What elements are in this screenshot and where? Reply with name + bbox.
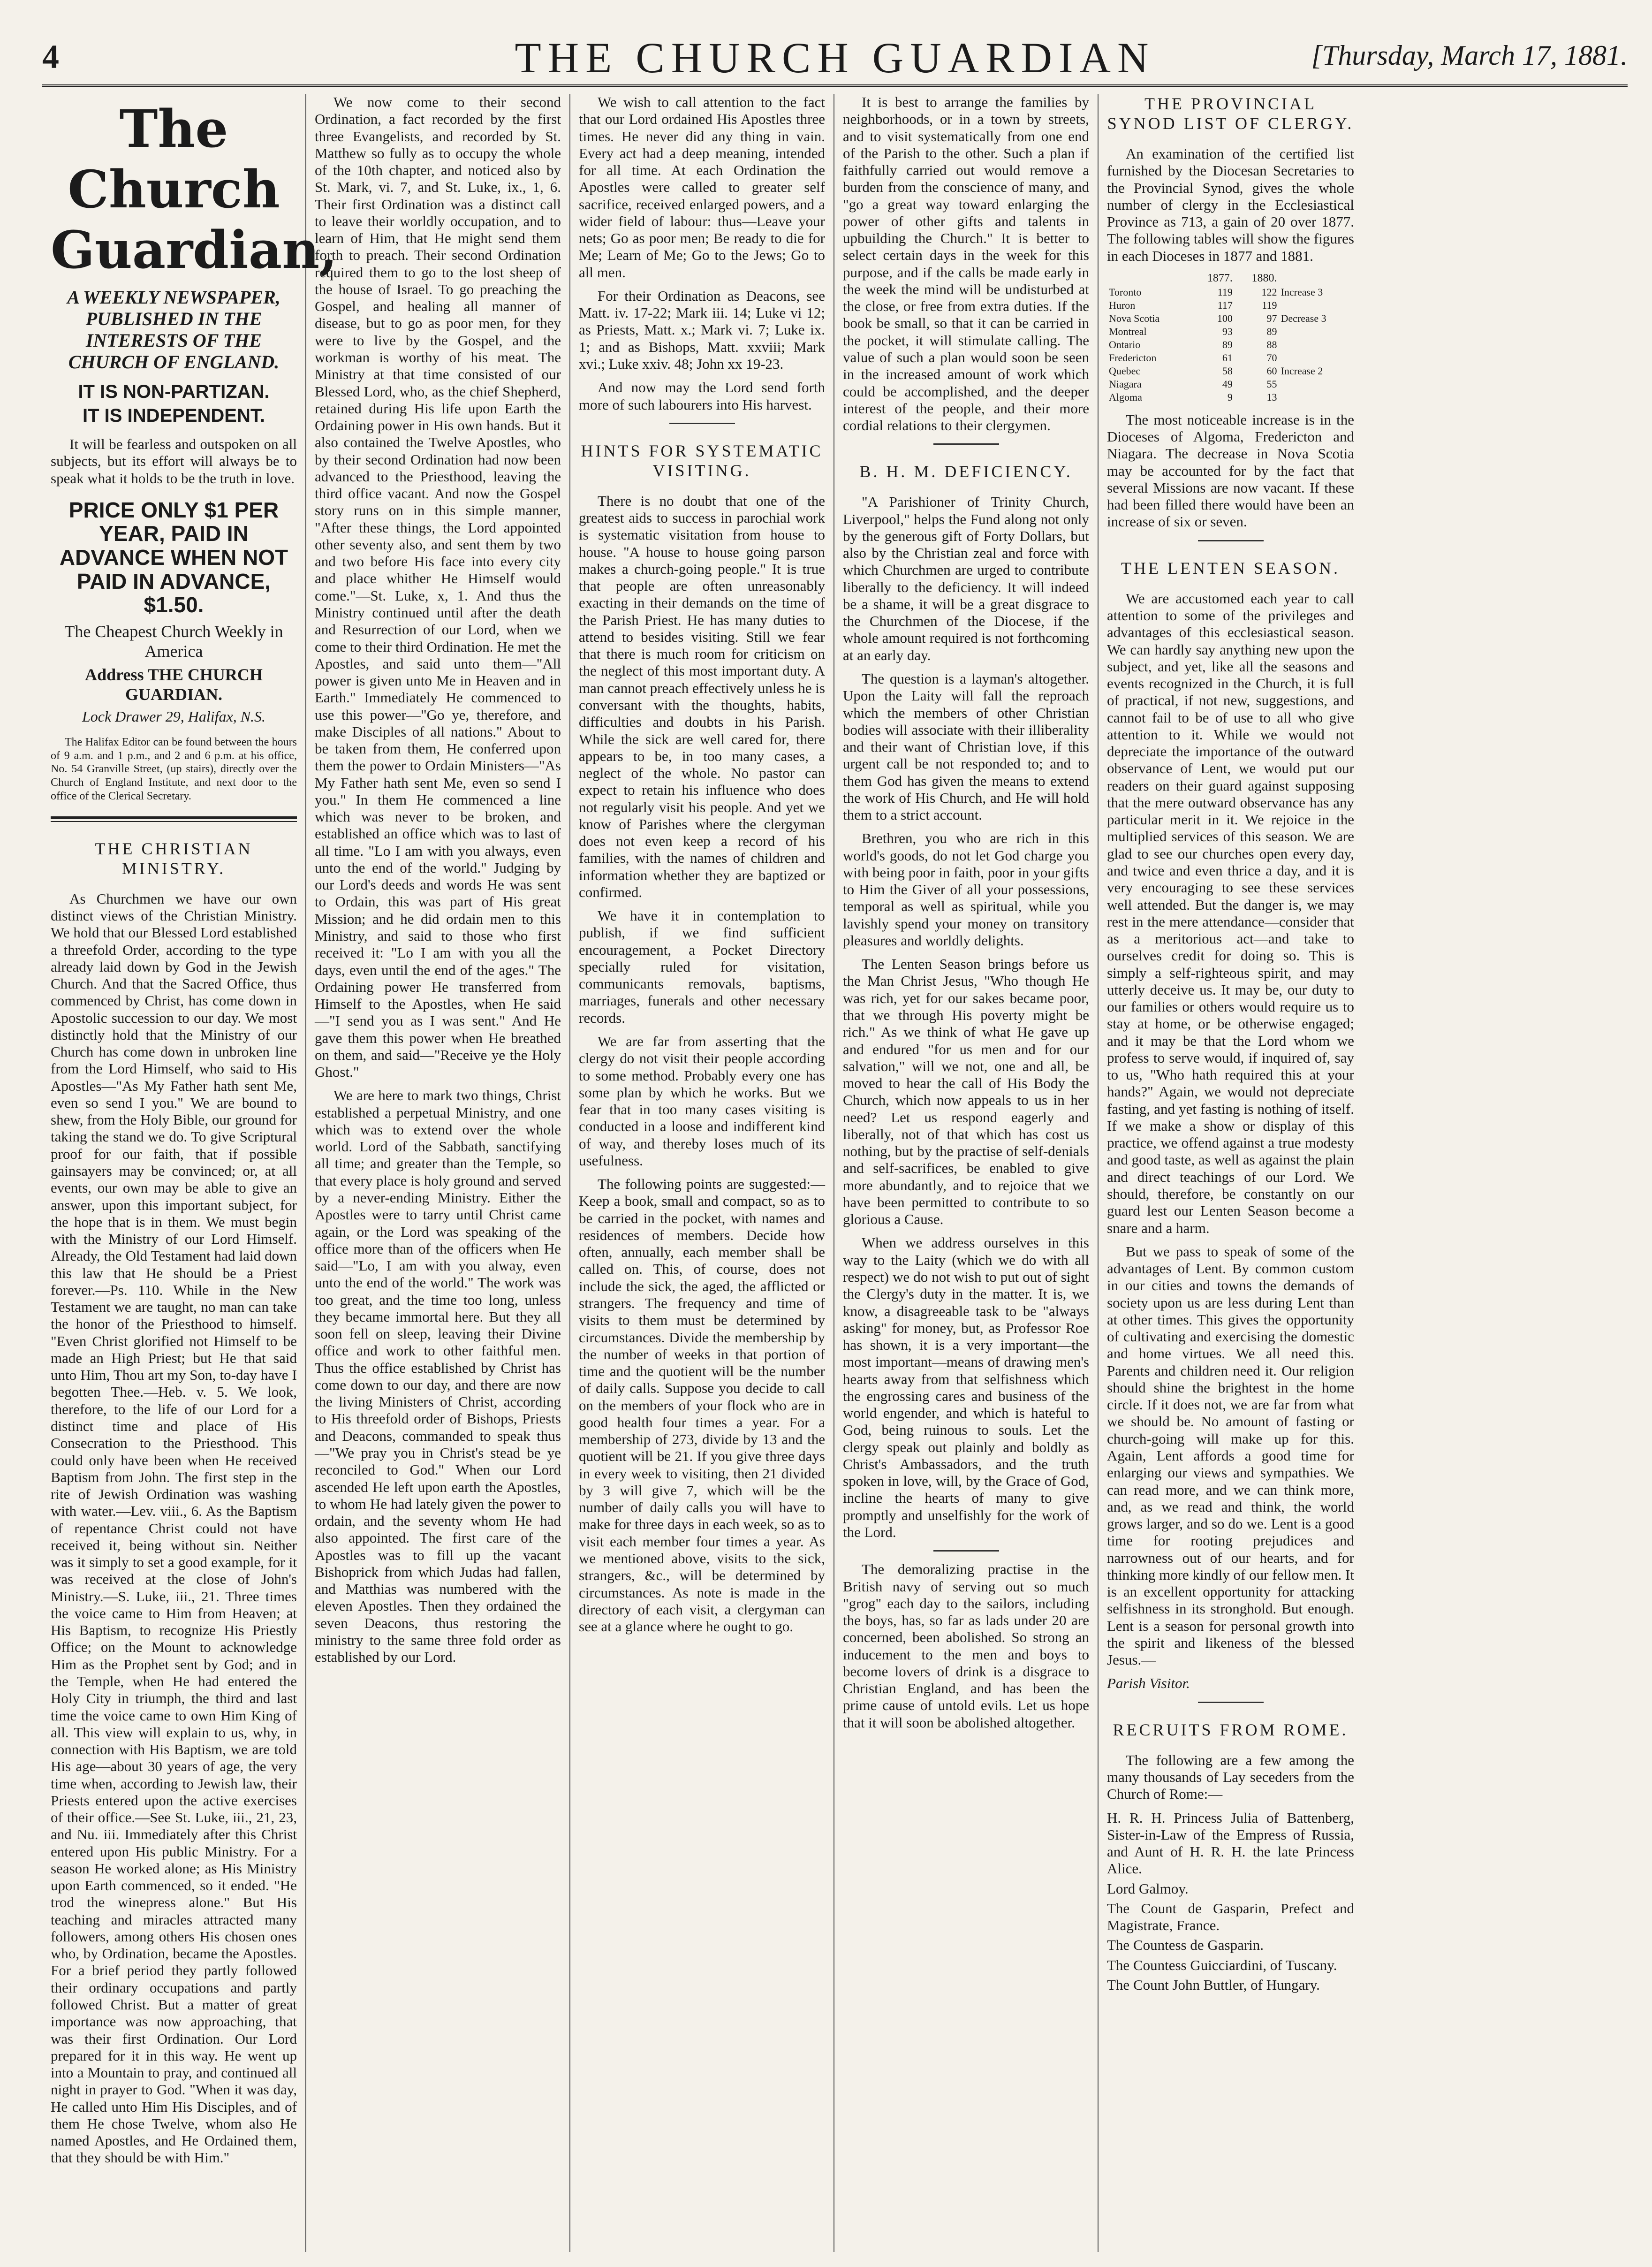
change-cell [1279, 325, 1354, 338]
separator [669, 423, 735, 424]
masthead-subtitle: A WEEKLY NEWSPAPER, PUBLISHED IN THE INTERESTS OF THE CHURCH OF ENGLAND. [67, 287, 280, 373]
year-a-cell: 100 [1217, 312, 1233, 324]
page-number: 4 [42, 38, 59, 76]
visiting-paragraph: There is no doubt that one of the greatest aids to success in parochial work is systematic visitation from house to house. "A house to house going parson makes a church-going people." It is true that people are often unreasonably exacting in their demands on the time of the Parish Priest. He has many duties to attend to besides visiting. Still we fear that there is much room for criticism on the neglect of this most important duty. A man cannot preach effectively unless he is conversant with the thoughts, habits, difficulties and doubts in his Parish. While the sick are well cared for, there appears to be, in too many cases, a neglect of the whole. No pastor can expect to retain his influence who does not regularly visit his people. And yet we know of Parishes where the clergyman does not even keep a record of his families, with the names of children and information whether they are baptized or confirmed. [579, 492, 825, 900]
year-a-cell: 119 [1217, 286, 1233, 298]
synod-intro: An examination of the certified list furnished by the Diocesan Secretaries to the Provincial Synod, gives the whole number of clergy in the Ecclesiastical Province as 713, a gain of 20 over 1877. The following tables will show the figures in each Dioceses in 1877 and 1881. [1107, 145, 1354, 264]
bhm-paragraph: The question is a layman's altogether. Upon the Laity will fall the reproach which the members of other Christian bodies will associate with their illiberality and their want of Christian love, if this urgent call be not responded to; and to them God has given the means to extend the work of His Church, and He will hold them to a strict account. [843, 670, 1089, 823]
lenten-paragraph: But we pass to speak of some of the advantages of Lent. By common custom in our cities and towns the demands of society upon us are less during Lent than at other times. This gives the opportunity of cultivating and exercising the domestic and home virtues. We all need this. Parents and children need it. Our religion should shine the brightest in the home circle. If it does not, we are far from what we should be. No amount of fasting or church-going will make up for this. Again, Lent affords a good time for enlarging our views and sympathies. We can read more, and we can think more, and, as we read and think, the world grows larger, and so do we. Lent is a good time for rooting prejudices and narrowness out of our hearts, and for thinking more kindly of our fellow men. It is an excellent opportunity for attacking selfishness in its stronghold. But enough. Lent is a season for personal growth into the spirit and likeness of the blessed Jesus.— [1107, 1243, 1354, 1668]
recruit-item: The Countess Guicciardini, of Tuscany. [1107, 1956, 1337, 1973]
recruit-item: The Countess de Gasparin. [1107, 1937, 1264, 1954]
paper-title: THE CHURCH GUARDIAN [515, 34, 1155, 82]
bhm-paragraph: Brethren, you who are rich in this world's goods, do not let God charge you with being poor in faith, poor in your gifts to Him the Giver of all your possessions, temporal as well as spiritual, while you lavishly spend your money on transitory pleasures and worldly delights. [843, 830, 1089, 949]
newspaper-page [42, 33, 1628, 2257]
nonpartisan-line: IT IS NON-PARTIZAN. [78, 381, 270, 402]
separator [933, 443, 999, 445]
ministry-heading: THE CHRISTIAN MINISTRY. [95, 839, 253, 878]
year-b-cell: 97 [1266, 312, 1277, 324]
change-cell [1279, 338, 1354, 351]
visiting-paragraph: The following points are suggested:—Keep a book, small and compact, so as to be carried in the pocket, with names and residences of members. Decide how often, annually, each member shall be called on. This, of course, does not include the sick, the aged, the afflicted or strangers. The frequency and time of visits to them must be determined by circumstances. Divide the membership by the number of weeks in that portion of time and the quotient will be the number of daily calls. Suppose you decide to call on the members of your flock who are in good health four times a year. For a membership of 273, divide by 13 and the quotient will be 21. If you give three days in every week to visiting, then 21 divided by 3 will give 7, which will be the number of daily calls you will have to make for three days in each week, so as to visit each member four times a year. As we mentioned above, visits to the sick, strangers, &c., will be determined by circumstances. As note is made in the directory of each visit, a clergyman can see at a glance where he ought to go. [579, 1176, 825, 1635]
change-cell [1279, 299, 1354, 312]
clergy-table-row [1107, 351, 1354, 365]
masthead-name: The Church Guardian, [51, 99, 338, 280]
subscription-price: PRICE ONLY $1 PER YEAR, PAID IN ADVANCE WHEN NOT PAID IN ADVANCE, $1.50. [59, 497, 288, 617]
clergy-table [1107, 271, 1354, 404]
ministry-paragraph: We now come to their second Ordination, a fact recorded by the first three Evangelists, and recorded by St. Matthew so fully as to occupy the whole of the 10th chapter, and noticed also by St. Mark, vi. 7, and St. Luke, ix., 1, 6. Their first Ordination was a distinct call to leave their worldly occupation, and to learn of Him, that He might send them forth to preach. Their second Ordination required them to go to the lost sheep of the house of Israel. To go preaching the Gospel, and healing all manner of disease, but to go as poor men, for they were to live by the Gospel, and the workman is worthy of his meat. The Ministry at that time consisted of our Blessed Lord, who, as the chief Shepherd, retained during His life upon Earth the Ordaining power in His own hands. But it also contained the Twelve Apostles, who by their second Ordination had now been advanced to the Priesthood, leaving the third office vacant. And now the Gospel story runs on in this simple manner, "After these things, the Lord appointed other seventy also, and sent them by two and two before His face into every city and place whither He Himself would come."—St. Luke, x, 1. And thus the Ministry continued until after the death and Resurrection of our Lord, when we come to their third Ordination. He met the Apostles, and said unto them—"All power is given unto Me in Heaven and in Earth." Immediately He commenced to use this power—"Go ye, therefore, and make Disciples of all nations." About to be taken from them, He conferred upon them the power to Ordain Ministers—"As My Father hath sent Me, even so send I you." In them He commenced a line which was never to be broken, and established an office which was to last of all time. "Lo I am with you always, even unto the end of the world." Judging by our Lord's deeds and words He was sent to Ordain, this was part of His great Mission; and he did ordain men to this Ministry, and said to those who first received it: "Lo I am with you all the days, even until the end of the ages." The Ordaining power He transferred from Himself to the Apostles, when He said—"I send you as I was sent." And He gave them this power when He breathed on them, and said—"Receive ye the Holy Ghost." [315, 94, 561, 1080]
year-b-cell: 60 [1266, 365, 1277, 377]
year-a-cell: 89 [1222, 338, 1233, 350]
change-cell: Increase 3 [1281, 286, 1323, 298]
visiting-heading: HINTS FOR SYSTEMATIC VISITING. [581, 441, 823, 480]
bhm-paragraph: When we address ourselves in this way to the Laity (which we do with all respect) we do not wish to put out of sight the Clergy's duty in the matter. It is, we know, a disagreeable task to be "always asking" for money, but, as Professor Roe has shown, it is a very important—the most important—means of drawing men's hearts away from that selfishness which the engrossing cares and business of the world engender, and which is hateful to God, being ruinous to souls. Let the clergy speak out plainly and boldly as Christ's Ambassadors, and the truth spoken in love, will, by the Grace of God, incline the hearts of many to give promptly and unselfishly for the work of the Lord. [843, 1234, 1089, 1540]
change-cell: Increase 2 [1281, 365, 1323, 377]
masthead-blurb: It will be fearless and outspoken on all subjects, but its effort will always be to speak what it holds to be the truth in love. [51, 436, 297, 487]
page-header [42, 33, 1628, 87]
clergy-table-header [1107, 271, 1354, 286]
column-5 [1099, 94, 1363, 2252]
visiting-paragraph: We are far from asserting that the clergy do not visit their people according to some method. Probably every one has some plan by which he works. But we fear that in too many cases visiting is conducted in a loose and indifferent kind of way, and thereby loses much of its usefulness. [579, 1033, 825, 1169]
recruits-list [1107, 1810, 1354, 1994]
clergy-table-row [1107, 338, 1354, 351]
lenten-signoff: Parish Visitor. [1107, 1675, 1190, 1692]
office-note: The Halifax Editor can be found between the hours of 9 a.m. and 1 p.m., and 2 and 6 p.m. at his office, No. 54 Granville Street, (up stairs), directly over the Church of England Institute, and next door to the office of the Clerical Secretary. [51, 736, 297, 802]
bhm-heading: B. H. M. DEFICIENCY. [859, 462, 1073, 481]
diocese-cell: Niagara [1109, 378, 1142, 390]
change-column-header [1279, 271, 1354, 286]
synod-conclusion: The most noticeable increase is in the Dioceses of Algoma, Fredericton and Niagara. The decrease in Nova Scotia may be accounted for by the fact that several Missions are now vacant. If these had been filled there would have been an increase of six or seven. [1107, 411, 1354, 530]
clergy-table-row [1107, 378, 1354, 391]
lenten-paragraph: We are accustomed each year to call attention to some of the privileges and advantages of this ecclesiastical season. We can hardly say anything new upon the subject, and yet, like all the seasons and events recognized in the Church, it is full of practical, if not new, suggestions, and cannot fail to be of use to all who give attention to it. While we would not depreciate the importance of the outward observance of Lent, we would put our readers on their guard against supposing that the mere outward observance has any particular merit in it. We rejoice in the multiplied services of this season. We are glad to see our churches open every day, and twice and even thrice a day, and it is very encouraging to see these services well attended. But the danger is, we may rest in the mere attendance—consider that as a meritorious act—and take to ourselves credit for doing so. This is simply a self-righteous spirit, and may utterly deceive us. It may be, our duty to our families or others would require us to stay at home, or be otherwise engaged; and it may be that the Lord whom we profess to serve would, if inquired of, say to us, "Who hath required this at your hands?" Again, we would not depreciate fasting, and yet fasting is nothing of itself. If we make a show or display of this practice, we offend against a true modesty and good taste, as well as against the plain and direct teachings of our Lord. We should, therefore, be constantly on our guard lest our Lenten Season become a snare and a harm. [1107, 590, 1354, 1236]
year-a-cell: 117 [1217, 299, 1233, 311]
address-line: Address THE CHURCH GUARDIAN. [85, 665, 263, 704]
clergy-table-row [1107, 365, 1354, 378]
clergy-table-row [1107, 391, 1354, 404]
lock-drawer-line: Lock Drawer 29, Halifax, N.S. [82, 707, 266, 725]
visiting-paragraph: It is best to arrange the families by neighborhoods, or in a town by streets, and to visit systematically from one end of the Parish to the other. Such a plan if faithfully carried out would remove a burden from the conscience of many, and "go a great way toward enlarging the power of other gifts and talents in upbuilding the Church." It is better to select certain days in the week for this purpose, and if the calls be made early in the week the mind will be undisturbed at the close, or free from extra duties. If the book be small, so that it can be carried in the pocket, it will stimulate calling. The value of such a plan would soon be seen in the increased amount of work which could be accomplished, and the deeper interest of the people, and their more cordial relations to their clergymen. [843, 94, 1089, 434]
ministry-paragraph: As Churchmen we have our own distinct views of the Christian Ministry. We hold that our Blessed Lord established a threefold Order, according to the type already laid down by God in the Jewish Church. And that the Sacred Office, thus commenced by Christ, has come down in Apostolic succession to our day. We most distinctly hold that the Ministry of our Church has come down in unbroken line from the Lord Himself, who said to His Apostles—"As My Father hath sent Me, even so send I you." We are bound to shew, from the Holy Bible, our ground for taking the stand we do. To give Scriptural proof for our faith, that if possible gainsayers may be convinced; or, at all events, our own may be able to give an answer, upon this important subject, for the hope that is in them. We must begin with the Ministry of our Lord Himself. Already, the Old Testament had laid down this law that He should be a Priest forever.—Ps. 110. While in the New Testament we are taught, no man can take the honor of the Priesthood to himself. "Even Christ glorified not Himself to be made an High Priest; but He that said unto Him, Thou art my Son, to-day have I begotten Thee.—Heb. v. 5. We look, therefore, to the life of our Lord for a distinct time and place of His Consecration to the Priesthood. This could only have been when He received Baptism from John. The first step in the rite of Jewish Ordination was washing with water.—Lev. viii., 6. As the Baptism of repentance Christ could not have received it, being without sin. Neither was it simply to set a good example, for it was received at the close of John's Ministry.—S. Luke, iii., 21. Three times the voice came to Him from Heaven; at His Baptism, to recognize His Priestly Office; on the Mount to acknowledge Him as the Prophet sent by God; and in the Temple, when He had entered the Holy City in triumph, the third and last time the voice came to own Him King of all. This view will explain to us, why, in connection with His Baptism, we are told His age—about 30 years of age, the very time when, according to Jewish law, their Priests entered upon the active exercises of their office.—See St. Luke, iii., 21, 23, and Nu. iii. Immediately after this Christ entered upon His public Ministry. For a season He worked alone; as His Ministry upon Earth commenced, so it ended. "He trod the winepress alone." But His teaching and miracles attracted many followers, among others His chosen ones who, by Ordination, became the Apostles. For a brief period they partly followed their ordinary occupations and partly followed Christ. But a matter of great importance was now approaching, that was their first Ordination. Our Lord prepared for it in this way. He went up into a Mountain to pray, and continued all night in prayer to God. "When it was day, He called unto Him His Disciples, and of them He chose Twelve, whom also He named Apostles, and He Ordained them, that they should be with Him." [51, 890, 297, 2166]
bhm-paragraph: The Lenten Season brings before us the Man Christ Jesus, "Who though He was rich, yet for our sakes became poor, that we through His poverty might be rich." As we think of what He gave up and endured "for us men and for our salvation," will we not, one and all, be moved to hear the call of His Body the Church, which now appeals to us in her need? Let us respond eagerly and liberally, not of that which has cost us nothing, but by the practise of self-denials and self-sacrifices, be enabled to give more abundantly, and to rejoice that we have been permitted to contribute to so glorious a Cause. [843, 956, 1089, 1228]
clergy-table-row [1107, 299, 1354, 312]
clergy-table-row [1107, 312, 1354, 325]
year-b-cell: 89 [1266, 325, 1277, 337]
synod-heading: THE PROVINCIAL SYNOD LIST OF CLERGY. [1107, 94, 1354, 133]
clergy-table-row [1107, 286, 1354, 299]
cheapest-line: The Cheapest Church Weekly in America [64, 622, 283, 661]
separator [1198, 1702, 1264, 1703]
recruit-item: H. R. H. Princess Julia of Battenberg, Sister-in-Law of the Empress of Russia, and Aunt of H. R. H. the late Princess Alice. [1107, 1809, 1354, 1877]
clergy-table-row [1107, 325, 1354, 338]
diocese-cell: Ontario [1109, 338, 1141, 350]
recruits-heading: RECRUITS FROM ROME. [1113, 1720, 1349, 1739]
diocese-cell: Toronto [1109, 286, 1142, 298]
section-rule [51, 816, 297, 822]
year-b-cell: 122 [1261, 286, 1277, 298]
year-b-header: 1880. [1251, 272, 1277, 284]
change-cell [1279, 351, 1354, 365]
year-a-cell: 93 [1222, 325, 1233, 337]
ministry-paragraph: For their Ordination as Deacons, see Matt. iv. 17-22; Mark iii. 14; Luke vi 12; as Priests, Matt. x.; Mark vi. 7; Luke ix. 1; and as Bishops, Matt. xxviii; Mark xvi.; Luke xxiv. 48; John xx 19-23. [579, 287, 825, 372]
column-3 [570, 94, 834, 2252]
diocese-cell: Algoma [1109, 391, 1142, 403]
column-1 [42, 94, 338, 2252]
year-b-cell: 119 [1262, 299, 1277, 311]
issue-date: [Thursday, March 17, 1881. [1311, 40, 1628, 71]
change-cell [1279, 378, 1354, 391]
year-a-cell: 9 [1227, 391, 1233, 403]
change-cell: Decrease 3 [1281, 312, 1326, 324]
year-a-cell: 61 [1222, 351, 1233, 364]
diocese-cell: Montreal [1109, 325, 1147, 337]
bhm-paragraph: "A Parishioner of Trinity Church, Liverpool," helps the Fund along not only by the generous gift of Forty Dollars, but also by the Christian zeal and force with which Churchmen are urged to contribute liberally to the deficiency. It will indeed be a shame, it will be a great disgrace to the Churchmen of the Diocese, if the whole amount required is not forthcoming at an early day. [843, 494, 1089, 663]
visiting-paragraph: We have it in contemplation to publish, if we find sufficient encouragement, a Pocket Directory specially ruled for visitation, communicants removals, baptisms, marriages, funerals and other necessary records. [579, 907, 825, 1026]
independent-line: IT IS INDEPENDENT. [83, 405, 265, 426]
grog-paragraph: The demoralizing practise in the British navy of serving out so much "grog" each day to the sailors, including the boys, has, so far as lads under 20 are concerned, been abolished. So strong an inducement to the men and boys to become lovers of drink is a disgrace to Christian England, and has been the prime cause of untold evils. Let us hope that it will soon be abolished altogether. [843, 1561, 1089, 1731]
diocese-cell: Quebec [1109, 365, 1141, 377]
recruits-intro: The following are a few among the many thousands of Lay seceders from the Church of Rome:— [1107, 1751, 1354, 1803]
diocese-cell: Nova Scotia [1109, 312, 1160, 324]
lenten-heading: THE LENTEN SEASON. [1121, 558, 1340, 578]
ministry-paragraph: We wish to call attention to the fact that our Lord ordained His Apostles three times. He never did any thing in vain. Every act had a deep meaning, intended for all time. At each Ordination the Apostles were called to greater self sacrifice, received enlarged powers, and a wider field of labour: thus—Leave your nets; Go as poor men; Be ready to die for Me; Learn of Me; Go to the Jews; Go to all men. [579, 94, 825, 281]
recruit-item: Lord Galmoy. [1107, 1880, 1189, 1897]
diocese-cell: Fredericton [1109, 351, 1157, 364]
columns [42, 94, 1628, 2257]
year-b-cell: 88 [1266, 338, 1277, 350]
diocese-cell: Huron [1109, 299, 1136, 311]
year-a-cell: 49 [1222, 378, 1233, 390]
column-2 [306, 94, 570, 2252]
year-b-cell: 13 [1266, 391, 1277, 403]
recruit-item: The Count de Gasparin, Prefect and Magistrate, France. [1107, 1900, 1354, 1934]
ministry-paragraph: We are here to mark two things, Christ established a perpetual Ministry, and one which was to extend over the whole world. Lord of the Sabbath, sanctifying all time; and greater than the Temple, so that every place is holy ground and served by a never-ending Ministry. Either the Apostles were to tarry until Christ came again, or the Lord was speaking of the office more than of the officers when He said—"Lo, I am with you alway, even unto the end of the world." The work was too great, and the time too long, unless they became immortal here. But they all soon fell on sleep, leaving their Divine office and work to other faithful men. Thus the office established by Christ has come down to our day, and there are now the living Ministers of Christ, according to His threefold order of Bishops, Priests and Deacons, commanded to speak thus—"We pray you in Christ's stead be ye reconciled to God." When our Lord ascended He left upon earth the Apostles, to whom He had lately given the power to ordain, and the seventy whom He had also appointed. The first care of the Apostles was to fill up the vacant Bishoprick from which Judas had fallen, and Matthias was numbered with the eleven Apostles. Then they ordained the seven Deacons, thus restoring the ministry to the same three fold order as established by our Lord. [315, 1087, 561, 1666]
diocese-column-header [1107, 271, 1190, 286]
separator [1198, 540, 1264, 541]
separator [933, 1550, 999, 1552]
column-4 [834, 94, 1099, 2252]
year-b-cell: 70 [1266, 351, 1277, 364]
year-a-header: 1877. [1207, 272, 1233, 284]
ministry-paragraph: And now may the Lord send forth more of such labourers into His harvest. [579, 379, 825, 413]
recruit-item: The Count John Buttler, of Hungary. [1107, 1976, 1320, 1993]
year-a-cell: 58 [1222, 365, 1233, 377]
year-b-cell: 55 [1266, 378, 1277, 390]
change-cell [1279, 391, 1354, 404]
